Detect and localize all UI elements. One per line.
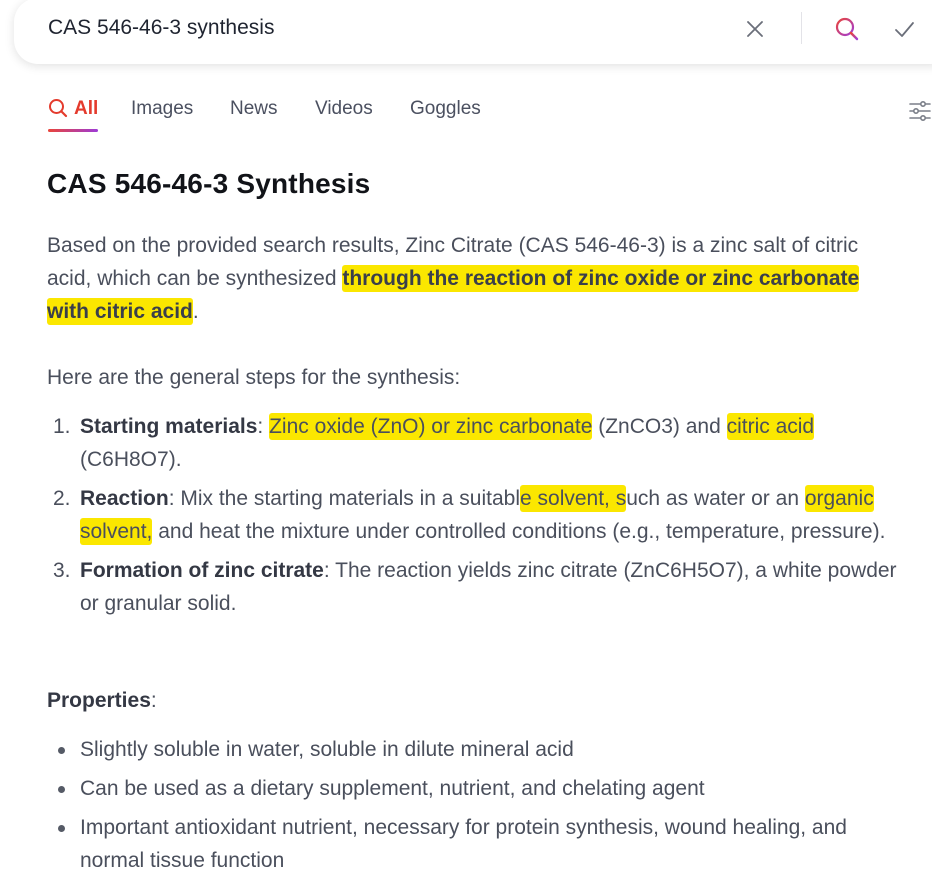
property-text: Slightly soluble in water, soluble in dilute mineral acid	[80, 738, 574, 761]
list-item	[47, 772, 907, 805]
intro-end: .	[192, 300, 199, 323]
list-item	[47, 811, 907, 877]
step-label: Reaction	[80, 487, 169, 510]
properties-list	[47, 733, 907, 877]
list-item	[47, 554, 907, 620]
properties-heading	[47, 684, 157, 717]
intro-text: Based on the provided search results, Zinc Citrate (CAS 546-46-3) is a zinc salt of citric acid, which can be synthesized	[47, 234, 859, 290]
search-input[interactable]: CAS 546-46-3 synthesis	[48, 16, 275, 39]
properties-colon: :	[150, 689, 157, 712]
step-text: : Mix the starting materials in a suitabl	[168, 487, 520, 510]
search-bar	[14, 0, 932, 64]
list-item	[47, 410, 907, 476]
step-text: and heat the mixture under controlled conditions (e.g., temperature, pressure).	[152, 520, 886, 543]
tab-all[interactable]: All	[74, 98, 99, 119]
list-item	[47, 482, 907, 548]
searchbar-divider	[801, 12, 802, 44]
step-text: : The reaction yields zinc citrate (ZnC6H5O7), a white powder or granular solid.	[80, 559, 897, 615]
close-icon[interactable]	[744, 18, 766, 40]
highlighted-text: Zinc oxide (ZnO) or zinc carbonate	[269, 415, 593, 438]
highlighted-text: e solvent, s	[520, 487, 627, 510]
tab-videos[interactable]: Videos	[315, 98, 373, 119]
list-item	[47, 733, 907, 766]
bullet	[58, 747, 65, 754]
answer-panel	[47, 168, 907, 872]
bullet	[58, 825, 65, 832]
search-icon	[48, 98, 68, 118]
highlighted-text: organic solvent,	[80, 487, 874, 543]
step-text: (ZnCO3) and	[592, 415, 727, 438]
steps-list	[47, 410, 907, 620]
step-text: (C6H8O7).	[80, 448, 182, 471]
property-text: Important antioxidant nutrient, necessary for protein synthesis, wound healing, and normal tissue function	[80, 816, 847, 872]
step-label: Starting materials	[80, 415, 258, 438]
highlighted-text: citric acid	[726, 415, 815, 438]
property-text: Can be used as a dietary supplement, nutrient, and chelating agent	[80, 777, 705, 800]
tab-news[interactable]: News	[230, 98, 278, 119]
active-tab-indicator	[48, 129, 98, 132]
step-number: 3.	[53, 559, 71, 582]
highlighted-text: through the reaction of zinc oxide or zinc carbonate with citric acid	[47, 267, 860, 323]
tab-images[interactable]: Images	[131, 98, 194, 119]
intro-paragraph	[47, 229, 907, 328]
checkmark-icon[interactable]	[892, 18, 916, 40]
step-number: 1.	[53, 415, 71, 438]
step-text: :	[257, 415, 270, 438]
tab-goggles[interactable]: Goggles	[410, 98, 481, 119]
steps-intro: Here are the general steps for the synthesis:	[47, 366, 461, 389]
step-text: uch as water or an	[626, 487, 805, 510]
step-number: 2.	[53, 487, 71, 510]
sliders-icon[interactable]	[908, 100, 932, 122]
search-icon[interactable]	[834, 16, 860, 42]
step-label: Formation of zinc citrate	[80, 559, 324, 582]
answer-title: CAS 546-46-3 Synthesis	[47, 168, 371, 199]
bullet	[58, 786, 65, 793]
properties-label: Properties	[47, 689, 151, 712]
search-tabs	[0, 96, 932, 136]
